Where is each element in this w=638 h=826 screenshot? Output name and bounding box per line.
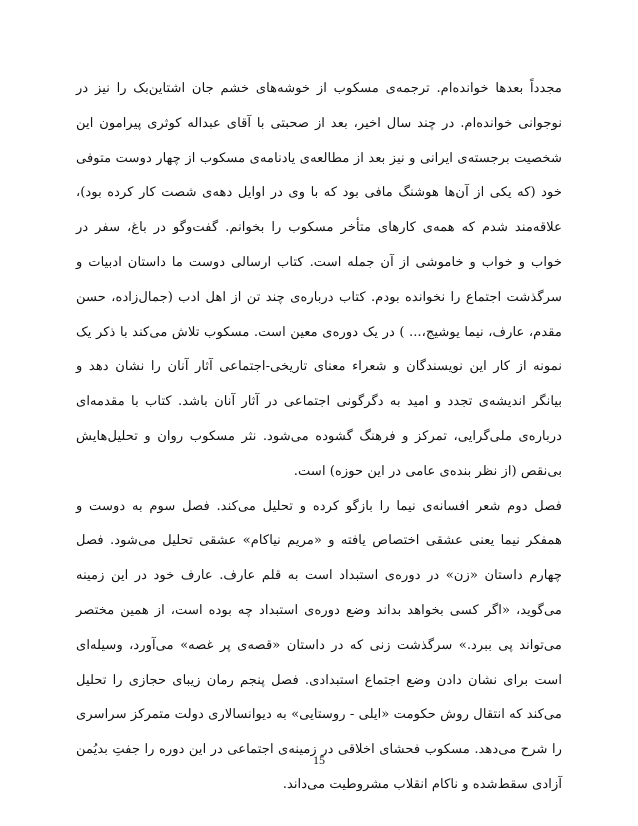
- paragraph-1: مجدداً بعدها خوانده‌ام. ترجمه‌ی مسکوب از خوشه‌های خشم جان اشتاین‌بک را نیز در نوجوانی خوانده‌ام. در چند سال اخیر، بعد از صحبتی با آقای عبداله کوثری پیرامون این شخصیت برجسته‌ی ایرانی و نیز بعد از مطالعه‌ی یادنامه‌ی مسکوب از چهار دوست متوفی خود (که یکی از آن‌ها هوشنگ مافی بود که با وی در اوایل دهه‌ی شصت کار کرده بود)، علاقه‌مند شدم که همه‌ی کارهای متأخر مسکوب را بخوانم. گفت‌وگو در باغ، سفر در خواب و خواب و خاموشی از آن جمله است. کتاب ارسالی دوست ما داستان ادبیات و سرگذشت اجتماع را نخوانده بودم. کتاب درباره‌ی چند تن از اهل ادب (جمال‌زاده، حسن مقدم، عارف، نیما یوشیج،... ) در یک دوره‌ی معین است. مسکوب تلاش می‌کند با ذکر یک نمونه از کار این نویسندگان و شعراء معنای تاریخی-اجتماعی آثار آنان را نشان دهد و بیانگر اندیشه‌ی تجدد و امید به دگرگونی اجتماعی در آثار آنان باشد. کتاب با مقدمه‌ای درباره‌ی ملی‌گرایی، تمرکز و فرهنگ گشوده می‌شود. نثر مسکوب روان و تحلیل‌هایش بی‌نقص (از نظر بنده‌ی عامی در این حوزه) است.: [76, 81, 562, 479]
- paragraph-2: فصل دوم شعر افسانه‌ی نیما را بازگو کرده و تحلیل می‌کند. فصل سوم به دوست و همفکر نیما یعنی عشقی اختصاص یافته و «مریم نیاکام» عشقی تحلیل می‌شود. فصل چهارم داستان «زن» در دوره‌ی استبداد است به قلم عارف. عارف خود در این زمینه می‌گوید، «اگر کسی بخواهد بداند وضع دوره‌ی استبداد چه بوده است، از همین مختصر می‌تواند پی ببرد.» سرگذشت زنی که در داستان «قصه‌ی پر غصه» می‌آورد، وسیله‌ای است برای نشان دادن وضع اجتماع استبدادی. فصل پنجم رمان زیبای حجازی را تحلیل می‌کند که انتقال روش حکومت «ایلی - روستایی» به دیوانسالاری دولت متمرکز سراسری را شرح می‌دهد. مسکوب فحشای اخلاقی در زمینه‌ی اجتماعی در این دوره را جفتِ بدیُمن آزادی سقط‌شده و ناکام انقلاب مشروطیت می‌داند.: [76, 498, 562, 792]
- page-number: 15: [313, 753, 325, 767]
- body-text: [76, 72, 562, 803]
